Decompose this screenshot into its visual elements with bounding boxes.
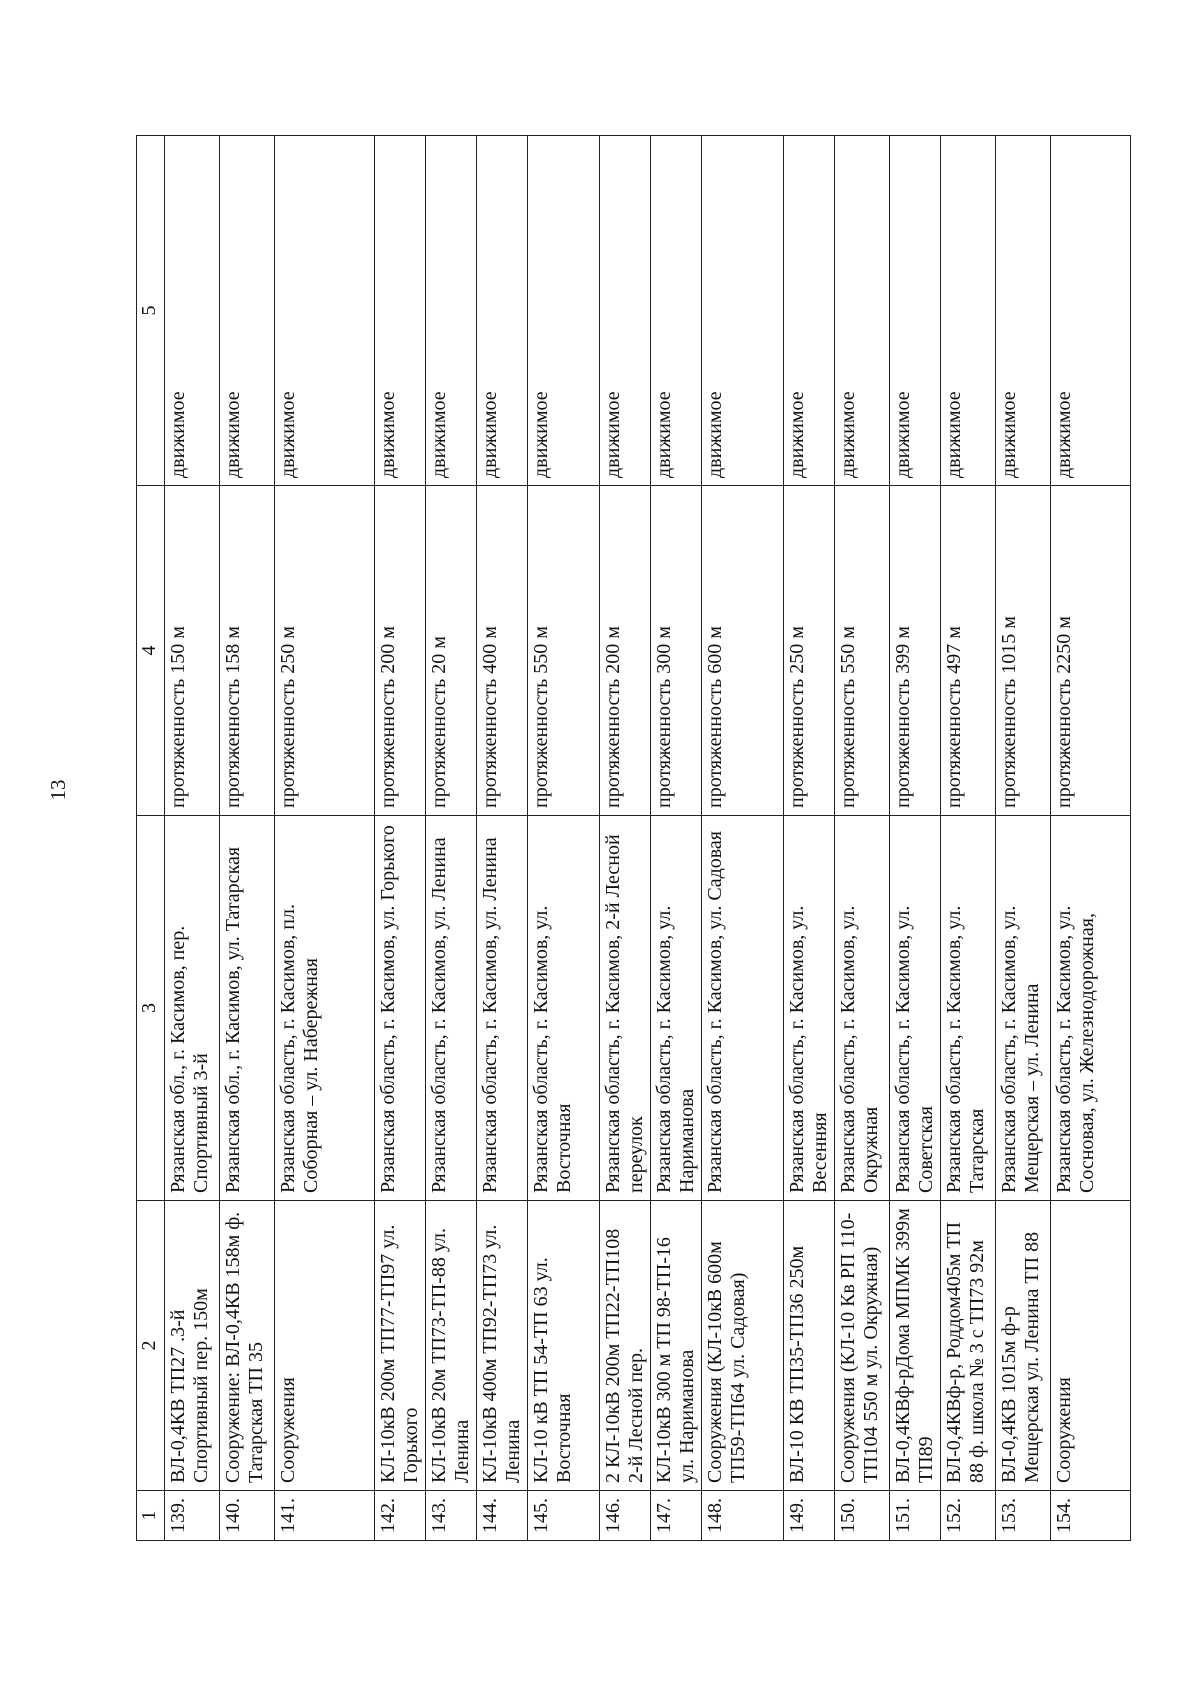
object-length: протяженность 250 м (275, 486, 375, 816)
object-length: протяженность 550 м (835, 486, 890, 816)
object-name: ВЛ-0,4КВ 1015м ф-р Мещерская ул. Ленина ТП 88 (996, 1201, 1051, 1491)
table-row (941, 136, 996, 1541)
row-number: 152. (941, 1491, 996, 1541)
object-name: Сооружение: ВЛ-0,4КВ 158м ф. Татарская ТП 35 (220, 1201, 275, 1491)
object-name: Сооружения (275, 1201, 375, 1491)
row-number: 142. (375, 1491, 426, 1541)
object-name: Сооружения (КЛ-10 Кв РП 110-ТП104 550 м ул. Окружная) (835, 1201, 890, 1491)
table-row (835, 136, 890, 1541)
property-type: движимое (426, 136, 477, 486)
property-type: движимое (890, 136, 941, 486)
row-number: 146. (600, 1491, 651, 1541)
object-name: КЛ-10 кВ ТП 54-ТП 63 ул. Восточная (528, 1201, 600, 1491)
table-row (477, 136, 528, 1541)
property-type: движимое (835, 136, 890, 486)
object-length: протяженность 200 м (600, 486, 651, 816)
object-name: КЛ-10кВ 20м ТП73-ТП-88 ул. Ленина (426, 1201, 477, 1491)
property-type: движимое (477, 136, 528, 486)
object-length: протяженность 250 м (784, 486, 835, 816)
property-type: движимое (600, 136, 651, 486)
object-address: Рязанская область, г. Касимов, ул. Ленина (477, 816, 528, 1201)
table-row (784, 136, 835, 1541)
object-name: 2 КЛ-10кВ 200м ТП22-ТП108 2-й Лесной пер. (600, 1201, 651, 1491)
table-row (426, 136, 477, 1541)
row-number: 147. (651, 1491, 702, 1541)
row-number: 153. (996, 1491, 1051, 1541)
object-name: КЛ-10кВ 400м ТП92-ТП73 ул. Ленина (477, 1201, 528, 1491)
property-type: движимое (375, 136, 426, 486)
property-type: движимое (941, 136, 996, 486)
object-name: КЛ-10кВ 200м ТП77-ТП97 ул. Горького (375, 1201, 426, 1491)
column-number-3: 3 (137, 816, 165, 1201)
row-number: 139. (165, 1491, 220, 1541)
object-length: протяженность 20 м (426, 486, 477, 816)
table-row (275, 136, 375, 1541)
column-number-2: 2 (137, 1201, 165, 1491)
column-number-5: 5 (137, 136, 165, 486)
object-address: Рязанская область, г. Касимов, ул. Окружная (835, 816, 890, 1201)
table-row (375, 136, 426, 1541)
table-row (890, 136, 941, 1541)
object-length: протяженность 1015 м (996, 486, 1051, 816)
property-type: движимое (784, 136, 835, 486)
table-row (600, 136, 651, 1541)
table-row (996, 136, 1051, 1541)
row-number: 143. (426, 1491, 477, 1541)
table-row (1051, 136, 1131, 1541)
object-name: КЛ-10кВ 300 м ТП 98-ТП-16 ул. Нариманова (651, 1201, 702, 1491)
property-type: движимое (275, 136, 375, 486)
property-type: движимое (1051, 136, 1131, 486)
row-number: 140. (220, 1491, 275, 1541)
property-type: движимое (528, 136, 600, 486)
row-number: 148. (702, 1491, 784, 1541)
object-address: Рязанская область, г. Касимов, 2-й Лесной переулок (600, 816, 651, 1201)
property-type: движимое (702, 136, 784, 486)
row-number: 145. (528, 1491, 600, 1541)
property-type: движимое (165, 136, 220, 486)
property-type: движимое (220, 136, 275, 486)
object-address: Рязанская область, г. Касимов, ул. Ленина (426, 816, 477, 1201)
object-length: протяженность 497 м (941, 486, 996, 816)
table-row (702, 136, 784, 1541)
object-name: Сооружения (1051, 1201, 1131, 1491)
object-length: протяженность 150 м (165, 486, 220, 816)
property-type: движимое (996, 136, 1051, 486)
object-length: протяженность 399 м (890, 486, 941, 816)
column-number-row (137, 136, 165, 1541)
row-number: 150. (835, 1491, 890, 1541)
table-row (165, 136, 220, 1541)
row-number: 141. (275, 1491, 375, 1541)
object-length: протяженность 200 м (375, 486, 426, 816)
object-length: протяженность 158 м (220, 486, 275, 816)
object-name: ВЛ-10 КВ ТП35-ТП36 250м (784, 1201, 835, 1491)
property-register-table (136, 135, 1131, 1541)
object-address: Рязанская область, г. Касимов, ул. Сосновая, ул. Железнодорожная, (1051, 816, 1131, 1201)
object-address: Рязанская область, г. Касимов, пл. Соборная – ул. Набережная (275, 816, 375, 1201)
row-number: 151. (890, 1491, 941, 1541)
object-length: протяженность 2250 м (1051, 486, 1131, 816)
object-name: ВЛ-0,4КВ ТП27 .3-й Спортивный пер. 150м (165, 1201, 220, 1491)
table-body (137, 136, 1131, 1541)
object-address: Рязанская область, г. Касимов, ул. Советская (890, 816, 941, 1201)
column-number-4: 4 (137, 486, 165, 816)
object-address: Рязанская область, г. Касимов, ул. Восточная (528, 816, 600, 1201)
row-number: 144. (477, 1491, 528, 1541)
object-length: протяженность 550 м (528, 486, 600, 816)
row-number: 154. (1051, 1491, 1131, 1541)
table-row (651, 136, 702, 1541)
table-row (220, 136, 275, 1541)
object-address: Рязанская обл., г. Касимов, пер. Спортивный 3-й (165, 816, 220, 1201)
object-address: Рязанская область, г. Касимов, ул. Нариманова (651, 816, 702, 1201)
object-address: Рязанская область, г. Касимов, ул. Садовая (702, 816, 784, 1201)
object-address: Рязанская область, г. Касимов, ул. Мещерская – ул. Ленина (996, 816, 1051, 1201)
object-length: протяженность 400 м (477, 486, 528, 816)
object-address: Рязанская область, г. Касимов, ул. Весенняя (784, 816, 835, 1201)
object-name: ВЛ-0,4КВф-р, Роддом405м ТП 88 ф. школа № 3 с ТП73 92м (941, 1201, 996, 1491)
object-length: протяженность 300 м (651, 486, 702, 816)
row-number: 149. (784, 1491, 835, 1541)
object-name: Сооружения (КЛ-10кВ 600м ТП59-ТП64 ул. Садовая) (702, 1201, 784, 1491)
table-row (528, 136, 600, 1541)
object-name: ВЛ-0,4КВф-рДома МПМК 399м ТП89 (890, 1201, 941, 1491)
property-type: движимое (651, 136, 702, 486)
object-address: Рязанская обл., г. Касимов, ул. Татарская (220, 816, 275, 1201)
page-number: 13 (46, 779, 70, 801)
object-address: Рязанская область, г. Касимов, ул. Татарская (941, 816, 996, 1201)
object-address: Рязанская область, г. Касимов, ул. Горького (375, 816, 426, 1201)
column-number-1: 1 (137, 1491, 165, 1541)
object-length: протяженность 600 м (702, 486, 784, 816)
